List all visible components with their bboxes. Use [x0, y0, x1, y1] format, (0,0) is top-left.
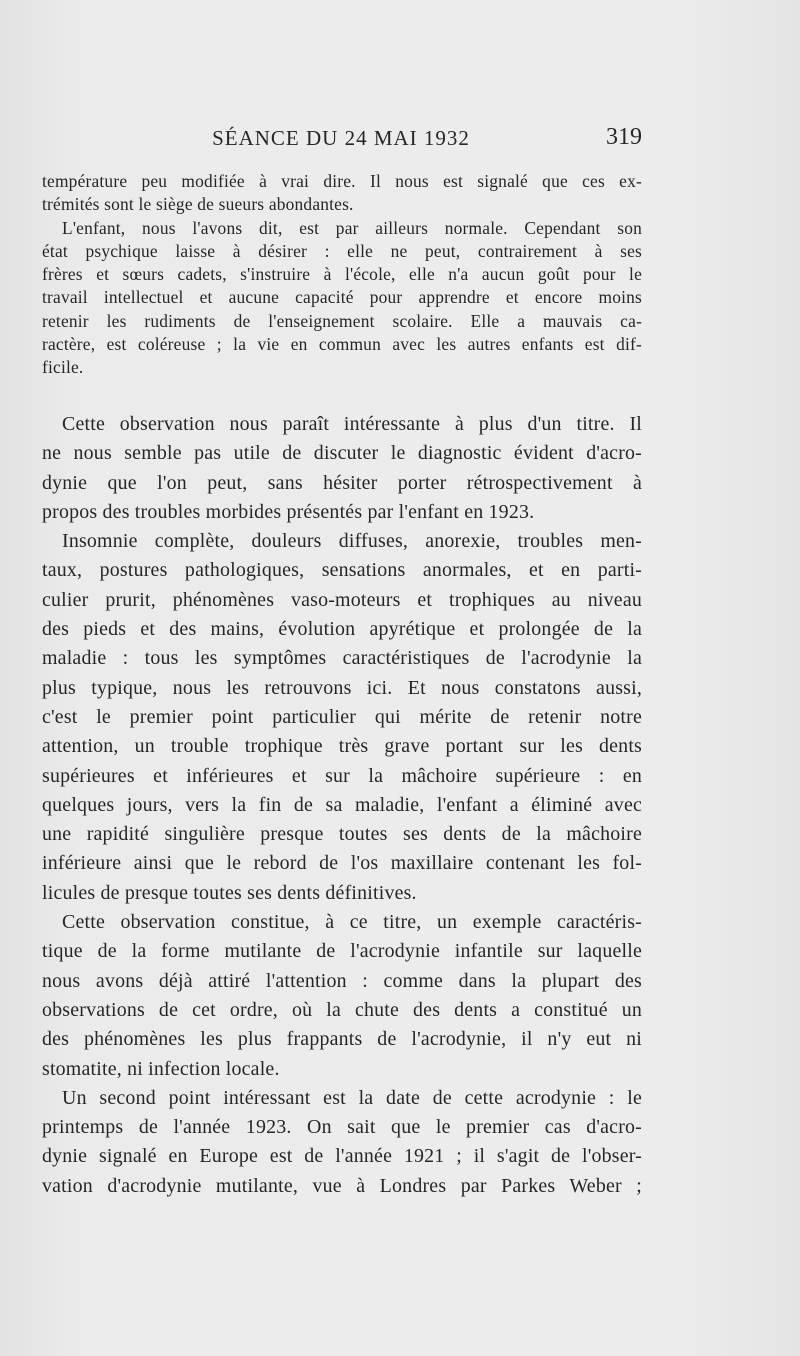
text-line: maladie : tous les symptômes caractéristiques de l'acrodynie la	[42, 647, 642, 670]
text-line: plus typique, nous les retrouvons ici. Et nous constatons aussi,	[42, 676, 642, 699]
text-line: Cette observation nous paraît intéressante à plus d'un titre. Il	[62, 413, 642, 435]
case-notes	[42, 170, 642, 380]
text-line: travail intellectuel et aucune capacité pour apprendre et encore moins	[42, 287, 642, 308]
text-line: dynie que l'on peut, sans hésiter porter rétrospectivement à	[42, 471, 642, 494]
text-line: Insomnie complète, douleurs diffuses, anorexie, troubles men-	[62, 530, 642, 553]
text-line: culier prurit, phénomènes vaso-moteurs et trophiques au niveau	[42, 588, 642, 611]
text-line: nous avons déjà attiré l'attention : comme dans la plupart des	[42, 969, 642, 992]
text-line: L'enfant, nous l'avons dit, est par ailleurs normale. Cependant son	[62, 217, 642, 238]
text-line: taux, postures pathologiques, sensations anormales, et en parti-	[42, 559, 642, 582]
text-line: stomatite, ni infection locale.	[42, 1057, 280, 1080]
text-line: état psychique laisse à désirer : elle ne peut, contrairement à ses	[42, 240, 642, 261]
running-title: SÉANCE DU 24 MAI 1932	[212, 126, 470, 150]
text-line: trémités sont le siège de sueurs abondantes.	[42, 194, 354, 215]
text-line: observations de cet ordre, où la chute des dents a constitué un	[42, 998, 642, 1021]
text-line: licules de presque toutes ses dents définitives.	[42, 881, 417, 904]
text-line: Cette observation constitue, à ce titre, un exemple caractéris-	[62, 911, 642, 934]
text-line: ractère, est coléreuse ; la vie en commun avec les autres enfants est dif-	[42, 334, 642, 355]
text-line: retenir les rudiments de l'enseignement scolaire. Elle a mauvais ca-	[42, 310, 642, 331]
text-line: Un second point intéressant est la date de cette acrodynie : le	[62, 1086, 642, 1109]
text-line: température peu modifiée à vrai dire. Il nous est signalé que ces ex-	[42, 171, 642, 191]
text-line: attention, un trouble trophique très grave portant sur les dents	[42, 735, 642, 758]
text-line: frères et sœurs cadets, s'instruire à l'école, elle n'a aucun goût pour le	[42, 264, 642, 285]
text-line: dynie signalé en Europe est de l'année 1921 ; il s'agit de l'obser-	[42, 1145, 642, 1168]
text-line: des pieds et des mains, évolution apyrétique et prolongée de la	[42, 618, 642, 641]
text-line: tique de la forme mutilante de l'acrodynie infantile sur laquelle	[42, 940, 642, 963]
discussion	[42, 410, 642, 1201]
running-head	[40, 122, 642, 158]
text-line: inférieure ainsi que le rebord de l'os maxillaire contenant les fol-	[42, 852, 642, 875]
text-line: ne nous semble pas utile de discuter le diagnostic évident d'acro-	[42, 442, 642, 465]
text-line: supérieures et inférieures et sur la mâchoire supérieure : en	[42, 764, 642, 787]
text-line: quelques jours, vers la fin de sa maladie, l'enfant a éliminé avec	[42, 793, 642, 816]
text-line: propos des troubles morbides présentés par l'enfant en 1923.	[42, 500, 535, 523]
text-line: c'est le premier point particulier qui mérite de retenir notre	[42, 705, 642, 728]
text-line: printemps de l'année 1923. On sait que le premier cas d'acro-	[42, 1116, 642, 1139]
text-line: une rapidité singulière presque toutes ses dents de la mâchoire	[42, 823, 642, 846]
text-line: ficile.	[42, 357, 84, 378]
page-number: 319	[606, 124, 642, 150]
text-line: des phénomènes les plus frappants de l'acrodynie, il n'y eut ni	[42, 1028, 642, 1051]
text-line: vation d'acrodynie mutilante, vue à Londres par Parkes Weber ;	[42, 1174, 642, 1197]
